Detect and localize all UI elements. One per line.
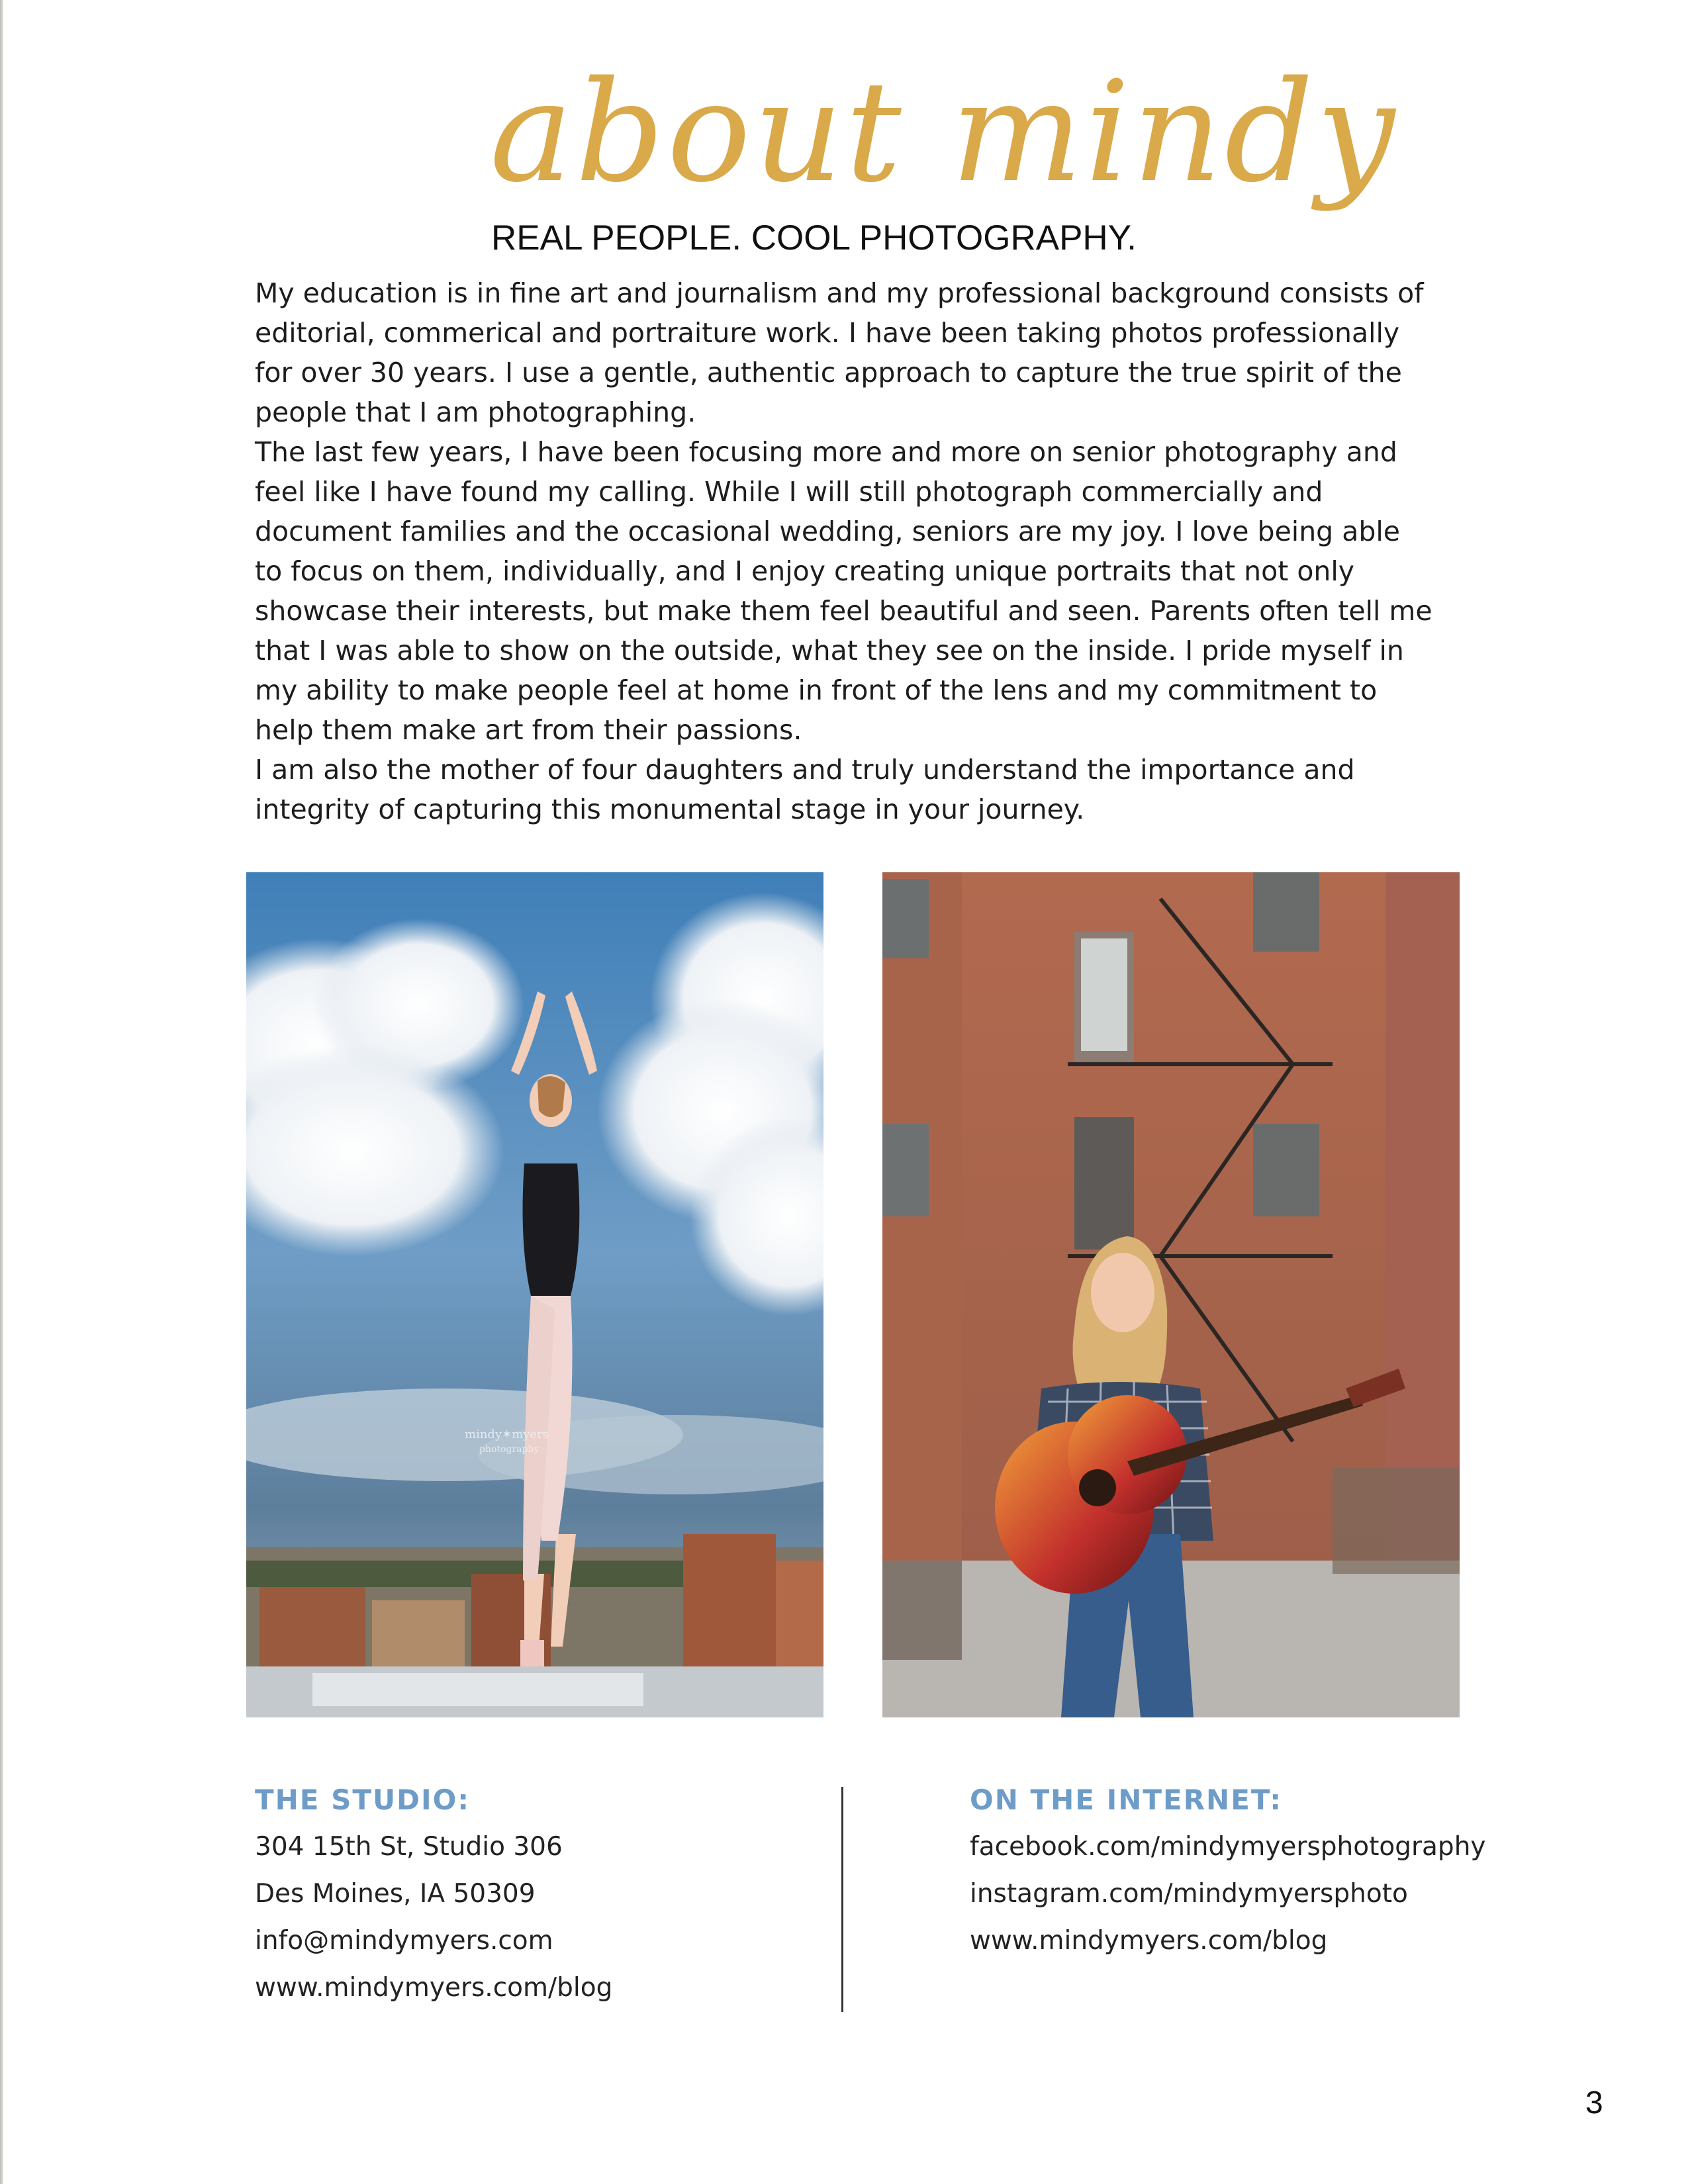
studio-address: 304 15th St, Studio 306 xyxy=(255,1832,563,1862)
photo-watermark: mindy✶myers xyxy=(465,1428,549,1441)
internet-info xyxy=(970,1777,1632,1964)
studio-email-link[interactable]: info@mindymyers.com xyxy=(255,1926,553,1956)
studio-blog-link[interactable]: www.mindymyers.com/blog xyxy=(255,1973,613,2003)
body-paragraph: I am also the mother of four daughters and truly understand the importance and integrity of capturing this monumental stage in your journey. xyxy=(255,754,1355,825)
page-number: 3 xyxy=(1585,2085,1603,2120)
instagram-link[interactable]: instagram.com/mindymyersphoto xyxy=(970,1879,1408,1909)
facebook-link[interactable]: facebook.com/mindymyersphotography xyxy=(970,1832,1486,1862)
blog-link[interactable]: www.mindymyers.com/blog xyxy=(970,1926,1328,1956)
body-paragraph: My education is in fine art and journalism and my professional background consists of editorial, commerical and portraiture work. I have been taking photos professionally for over 30 years. I use a gentle, authentic approach to capture the true spirit of the people that I am photographing. xyxy=(255,277,1424,428)
page-tagline: REAL PEOPLE. COOL PHOTOGRAPHY. xyxy=(491,218,1137,257)
photo-watermark-sub: photography xyxy=(479,1444,539,1455)
about-body xyxy=(255,273,1433,829)
studio-heading: THE STUDIO: xyxy=(255,1784,471,1816)
body-paragraph: The last few years, I have been focusing more and more on senior photography and feel like I have found my calling. While I will still photograph commercially and document families and the occasional wedding, seniors are my joy. I love being able to focus on them, individually, and I enjoy creating unique portraits that not only showcase their interests, but make them feel beautiful and seen. Parents often tell me that I was able to show on the outside, what they see on the inside. I pride myself in my ability to make people feel at home in front of the lens and my commitment to help them make art from their passions. xyxy=(255,436,1432,746)
guitar-photo xyxy=(882,872,1460,1717)
studio-info xyxy=(255,1777,784,2011)
internet-heading: ON THE INTERNET: xyxy=(970,1784,1283,1816)
page-title: about mindy xyxy=(490,51,1398,213)
ballerina-photo xyxy=(246,872,823,1717)
page-edge-line xyxy=(0,0,3,2184)
studio-city: Des Moines, IA 50309 xyxy=(255,1879,536,1909)
column-divider xyxy=(841,1787,843,2012)
